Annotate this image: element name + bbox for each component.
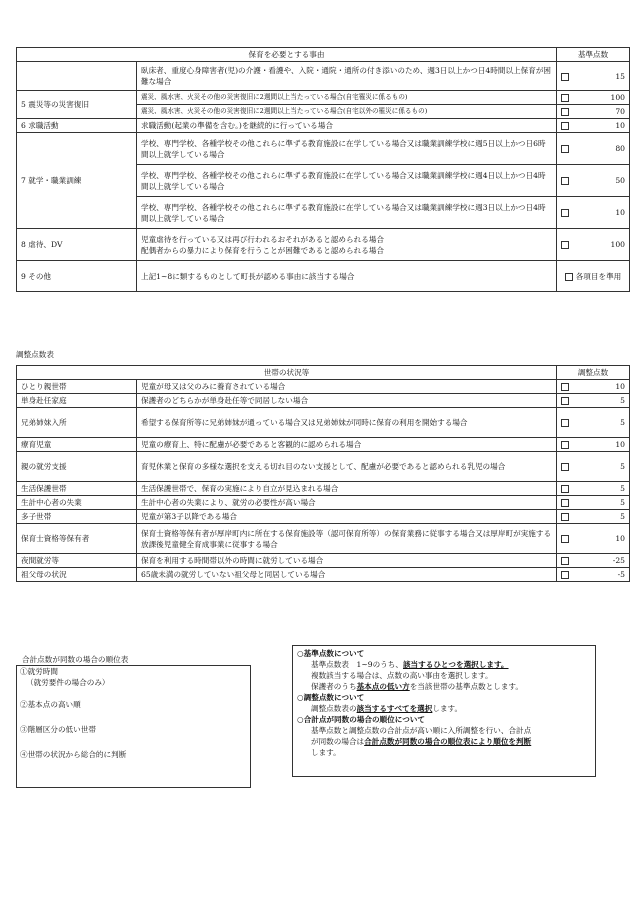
desc-cell: 育児休業と保育の多様な選択を支える切れ目のない支援として、配慮が必要であると認められる乳児の場合 [137,452,557,482]
points-cell: -25 [557,554,630,568]
notes-line: 調整点数表の該当するすべてを選択します。 [311,704,463,713]
header-points: 調整点数 [557,366,630,380]
desc-cell: 学校、専門学校、各種学校その他これらに準ずる教育施設に在学している場合又は職業訓練学校に週3日以上かつ日4時間以上就学している場合 [137,197,557,229]
desc-cell: 児童が第3子以降である場合 [137,510,557,524]
checkbox[interactable] [561,108,569,116]
category-cell: 単身赴任家庭 [17,394,137,408]
category-cell: 兄弟姉妹入所 [17,408,137,438]
header-status: 世帯の状況等 [17,366,557,380]
checkbox[interactable] [561,145,569,153]
category-cell: 療育児童 [17,438,137,452]
header-reason: 保育を必要とする事由 [17,48,557,62]
points-cell: 70 [557,105,630,119]
notes-line: が同数の場合は合計点数が同数の場合の順位表により順位を判断 [311,737,532,746]
points-cell: 80 [557,133,630,165]
checkbox[interactable] [561,209,569,217]
desc-cell: 児童虐待を行っている又は再び行われるおそれがあると認められる場合 配偶者からの暴力により保育を行うことが困難であると認められる場合 [137,229,557,261]
notes-line: 基準点数と調整点数の合計点が高い順に入所調整を行い、合計点 [311,726,532,735]
desc-cell: 65歳未満の就労していない祖父母と同居している場合 [137,568,557,582]
category-cell: 保育士資格等保有者 [17,524,137,554]
points-cell: 5 [557,452,630,482]
points-cell: 5 [557,408,630,438]
priority-item: ④世帯の状況から総合的に判断 [20,750,127,759]
desc-cell: 児童が母又は父のみに養育されている場合 [137,380,557,394]
priority-item: ①就労時間 [20,667,58,676]
standard-points-table [16,47,630,292]
category-cell: 8 虐待、DV [17,229,137,261]
points-cell: 100 [557,229,630,261]
category-cell: 5 震災等の災害復旧 [17,91,137,119]
points-cell: 100 [557,91,630,105]
priority-item: ③階層区分の低い世帯 [20,725,96,734]
priority-item: ②基本点の高い順 [20,700,81,709]
desc-cell: 求職活動(起業の準備を含む。)を継続的に行っている場合 [137,119,557,133]
category-cell: 9 その他 [17,261,137,292]
category-cell: ひとり親世帯 [17,380,137,394]
checkbox[interactable] [565,273,573,281]
points-cell: 15 [557,62,630,91]
points-cell: 5 [557,394,630,408]
notes-heading: ○基準点数について [297,649,365,658]
category-cell: 生活保護世帯 [17,482,137,496]
points-cell: 10 [557,524,630,554]
category-cell: 親の就労支援 [17,452,137,482]
desc-cell: 保護者のどちらかが単身赴任等で同居しない場合 [137,394,557,408]
desc-cell: 学校、専門学校、各種学校その他これらに準ずる教育施設に在学している場合又は職業訓練学校に週4日以上かつ日4時間以上就学している場合 [137,165,557,197]
points-cell: 50 [557,165,630,197]
category-cell: 夜間就労等 [17,554,137,568]
priority-item: （就労要件の場合のみ） [26,678,110,687]
category-cell: 7 就学・職業訓練 [17,133,137,229]
priority-box [16,665,251,788]
checkbox[interactable] [561,419,569,427]
points-cell: 5 [557,482,630,496]
notes-heading: ○合計点が同数の場合の順位について [297,715,425,724]
checkbox[interactable] [561,73,569,81]
checkbox[interactable] [561,499,569,507]
points-cell: 5 [557,496,630,510]
desc-cell: 保育を利用する時間帯以外の時間に就労している場合 [137,554,557,568]
desc-cell: 保育士資格等保有者が厚岸町内に所在する保育施設等（認可保育所等）の保育業務に従事する場合又は厚岸町が実施する放課後児童健全育成事業に従事する場合 [137,524,557,554]
category-cell: 多子世帯 [17,510,137,524]
checkbox[interactable] [561,535,569,543]
desc-cell: 生計中心者の失業により、就労の必要性が高い場合 [137,496,557,510]
category-cell: 6 求職活動 [17,119,137,133]
category-cell: 祖父母の状況 [17,568,137,582]
points-cell: -5 [557,568,630,582]
desc-cell: 希望する保育所等に兄弟姉妹が通っている場合又は兄弟姉妹が同時に保育の利用を開始する場合 [137,408,557,438]
points-cell: 10 [557,119,630,133]
checkbox[interactable] [561,513,569,521]
desc-cell: 学校、専門学校、各種学校その他これらに準ずる教育施設に在学している場合又は職業訓練学校に週5日以上かつ日6時間以上就学している場合 [137,133,557,165]
notes-line: します。 [311,748,341,757]
desc-cell: 震災、風水害、火災その他の災害復旧に2週間以上当たっている場合(自宅以外の罹災に係るもの) [137,105,557,119]
checkbox[interactable] [561,94,569,102]
notes-line: 複数該当する場合は、点数の高い事由を選択します。 [311,671,493,680]
checkbox[interactable] [561,397,569,405]
checkbox[interactable] [561,383,569,391]
checkbox[interactable] [561,557,569,565]
points-cell: 10 [557,438,630,452]
adjustment-points-table [16,365,630,582]
category-cell: 生計中心者の失業 [17,496,137,510]
points-cell: 各項目を準用 [557,261,630,292]
desc-cell: 上記1~8に類するものとして町長が認める事由に該当する場合 [137,261,557,292]
notes-line: 基準点数表 1~9のうち、該当するひとつを選択します。 [311,660,509,669]
checkbox[interactable] [561,177,569,185]
desc-cell: 児童の療育上、特に配慮が必要であると客観的に認められる場合 [137,438,557,452]
points-cell: 10 [557,380,630,394]
category-cell [17,62,137,91]
notes-box [292,645,596,777]
desc-cell: 震災、風水害、火災その他の災害復旧に2週間以上当たっている場合(自宅罹災に係るもの) [137,91,557,105]
checkbox[interactable] [561,441,569,449]
checkbox[interactable] [561,485,569,493]
checkbox[interactable] [561,463,569,471]
header-points: 基準点数 [557,48,630,62]
priority-caption: 合計点数が同数の場合の順位表 [22,655,129,664]
notes-line: 保護者のうち基本点の低い方を当該世帯の基準点数とします。 [311,682,524,691]
notes-heading: ○調整点数について [297,693,365,702]
points-cell: 5 [557,510,630,524]
desc-cell: 臥床者、重度心身障害者(児)の介護・看護や、入院・通院・通所の付き添いのため、週3日以上かつ日4時間以上保育が困難な場合 [137,62,557,91]
adjustment-table-caption: 調整点数表 [16,350,54,359]
checkbox[interactable] [561,571,569,579]
desc-cell: 生活保護世帯で、保育の実施により自立が見込まれる場合 [137,482,557,496]
points-cell: 10 [557,197,630,229]
checkbox[interactable] [561,241,569,249]
checkbox[interactable] [561,122,569,130]
